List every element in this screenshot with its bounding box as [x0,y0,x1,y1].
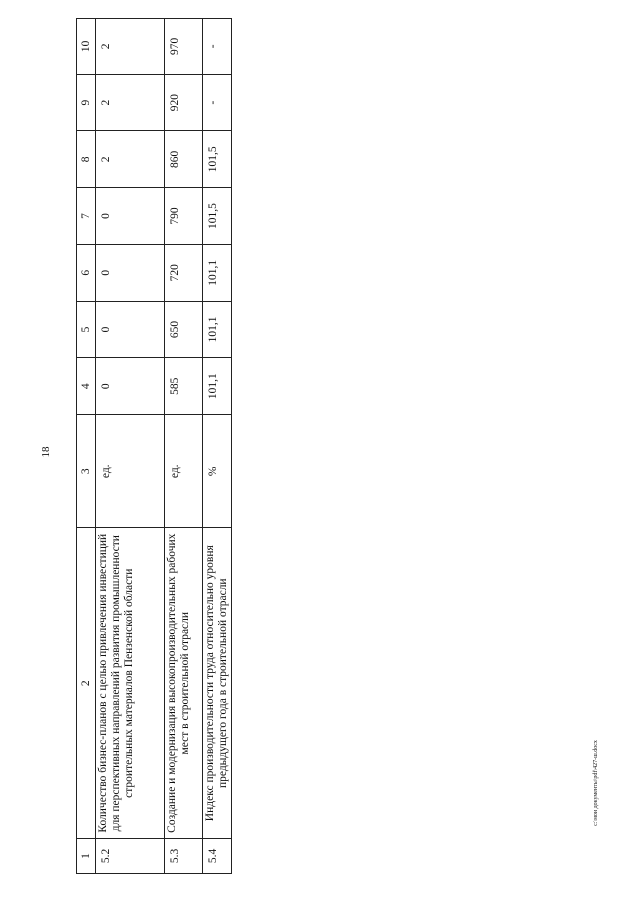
indicator-name-cell: Количество бизнес-планов с целью привлечения инвестиций для перспективных направлений развития промышленности строительных материалов Пензенской области [96,528,165,838]
value-cell: 860 [165,131,203,188]
value-cell: - [203,74,232,131]
value-cell: 585 [165,358,203,415]
table-header-row [77,19,96,874]
value-cell: 0 [96,301,165,358]
row-number-cell: 5.3 [165,838,203,873]
header-cell: 4 [77,358,96,415]
value-cell: 101,5 [203,131,232,188]
row-number-cell: 5.2 [96,838,165,873]
value-cell: 101,1 [203,358,232,415]
value-cell: 0 [96,358,165,415]
value-cell: 101,5 [203,188,232,245]
indicator-name-cell: Индекс производительности труда относительно уровня предыдущего года в строительной отрасли [203,528,232,838]
header-cell: 9 [77,74,96,131]
value-cell: 790 [165,188,203,245]
value-cell: 101,1 [203,301,232,358]
value-cell: 720 [165,244,203,301]
header-cell: 7 [77,188,96,245]
unit-cell: ед. [165,415,203,528]
value-cell: 920 [165,74,203,131]
header-cell: 3 [77,415,96,528]
row-number-cell: 5.4 [203,838,232,873]
value-cell: 0 [96,244,165,301]
value-cell: 650 [165,301,203,358]
header-cell: 2 [77,528,96,838]
header-cell: 10 [77,19,96,75]
footer-file-path: c:\мои документы\pdf\427-ш.docx [593,740,599,826]
indicator-table-rotated [76,18,228,874]
indicator-table [76,18,232,874]
table-row [96,19,165,874]
value-cell: 2 [96,131,165,188]
value-cell: - [203,19,232,75]
indicator-name-cell: Создание и модернизация высокопроизводительных рабочих мест в строительной отрасли [165,528,203,838]
header-cell: 1 [77,838,96,873]
unit-cell: ед. [96,415,165,528]
header-cell: 6 [77,244,96,301]
page-number: 18 [40,446,52,458]
value-cell: 2 [96,19,165,75]
table-row [203,19,232,874]
value-cell: 2 [96,74,165,131]
header-cell: 8 [77,131,96,188]
table-row [165,19,203,874]
header-cell: 5 [77,301,96,358]
value-cell: 970 [165,19,203,75]
value-cell: 101,1 [203,244,232,301]
unit-cell: % [203,415,232,528]
value-cell: 0 [96,188,165,245]
